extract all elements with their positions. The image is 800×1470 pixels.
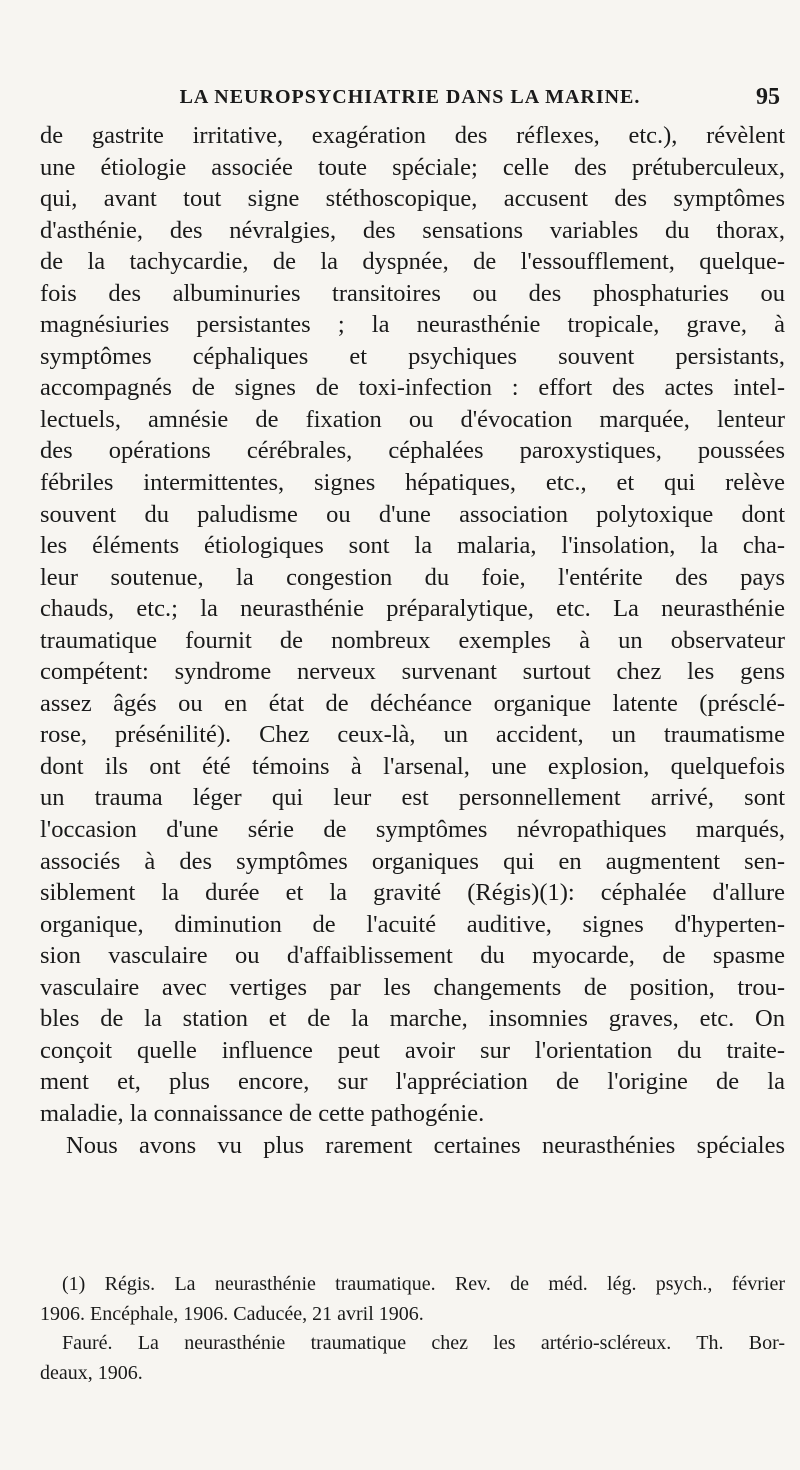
body-line: bles de la station et de la marche, insomnies graves, etc. On (40, 1005, 785, 1033)
body-line: les éléments étiologiques sont la malaria, l'insolation, la cha- (40, 532, 785, 560)
body-line: d'asthénie, des névralgies, des sensations variables du thorax, (40, 216, 785, 244)
body-line: souvent du paludisme ou d'une association polytoxique dont (40, 500, 785, 528)
body-line: maladie, la connaissance de cette pathogénie. (40, 1099, 485, 1127)
body-line: chauds, etc.; la neurasthénie préparalytique, etc. La neurasthénie (40, 595, 785, 623)
body-line: ment et, plus encore, sur l'appréciation de l'origine de la (40, 1068, 785, 1096)
footnotes (40, 1270, 785, 1388)
body-line: symptômes céphaliques et psychiques souvent persistants, (40, 342, 785, 370)
body-line: Nous avons vu plus rarement certaines neurasthénies spéciales (66, 1131, 785, 1159)
body-line: vasculaire avec vertiges par les changements de position, trou- (40, 973, 785, 1001)
body-line: fébriles intermittentes, signes hépatiques, etc., et qui relève (40, 469, 785, 497)
body-line: l'occasion d'une série de symptômes névropathiques marqués, (40, 816, 785, 844)
body-line: magnésiuries persistantes ; la neurasthénie tropicale, grave, à (40, 311, 785, 339)
body-line: lectuels, amnésie de fixation ou d'évocation marquée, lenteur (40, 405, 785, 433)
body-line: rose, présénilité). Chez ceux-là, un accident, un traumatisme (40, 721, 785, 749)
footnote-line: 1906. Encéphale, 1906. Caducée, 21 avril 1906. (40, 1302, 424, 1325)
body-line: de la tachycardie, de la dyspnée, de l'essoufflement, quelque- (40, 248, 785, 276)
body-line: dont ils ont été témoins à l'arsenal, une explosion, quelquefois (40, 752, 785, 780)
footnote-line: (1) Régis. La neurasthénie traumatique. Rev. de méd. lég. psych., février (62, 1273, 785, 1295)
body-line: traumatique fournit de nombreux exemples à un observateur (40, 626, 785, 654)
body-line: qui, avant tout signe stéthoscopique, accusent des symptômes (40, 185, 785, 213)
body-line: conçoit quelle influence peut avoir sur l'orientation du traite- (40, 1036, 785, 1064)
page-number: 95 (756, 84, 780, 110)
body-line: une étiologie associée toute spéciale; celle des prétuberculeux, (40, 153, 785, 181)
body-line: un trauma léger qui leur est personnellement arrivé, sont (40, 784, 785, 812)
footnote-line: Fauré. La neurasthénie traumatique chez les artério-scléreux. Th. Bor- (62, 1332, 785, 1354)
page-header (40, 80, 780, 120)
footnote-line: deaux, 1906. (40, 1361, 143, 1384)
body-line: compétent: syndrome nerveux survenant surtout chez les gens (40, 658, 785, 686)
body-line: accompagnés de signes de toxi-infection : effort des actes intel- (40, 374, 785, 402)
body-line: leur soutenue, la congestion du foie, l'entérite des pays (40, 563, 785, 591)
body-line: sion vasculaire ou d'affaiblissement du myocarde, de spasme (40, 942, 785, 970)
body-line: fois des albuminuries transitoires ou des phosphaturies ou (40, 279, 785, 307)
body-line: des opérations cérébrales, céphalées paroxystiques, poussées (40, 437, 785, 465)
running-head: LA NEUROPSYCHIATRIE DANS LA MARINE. (179, 86, 641, 108)
body-line: organique, diminution de l'acuité auditive, signes d'hyperten- (40, 910, 785, 938)
body-line: siblement la durée et la gravité (Régis)(1): céphalée d'allure (40, 879, 785, 907)
body-line: de gastrite irritative, exagération des réflexes, etc.), révèlent (40, 122, 785, 149)
body-line: assez âgés ou en état de déchéance organique latente (présclé- (40, 689, 785, 717)
body-text (40, 120, 785, 1161)
body-line: associés à des symptômes organiques qui en augmentent sen- (40, 847, 785, 875)
